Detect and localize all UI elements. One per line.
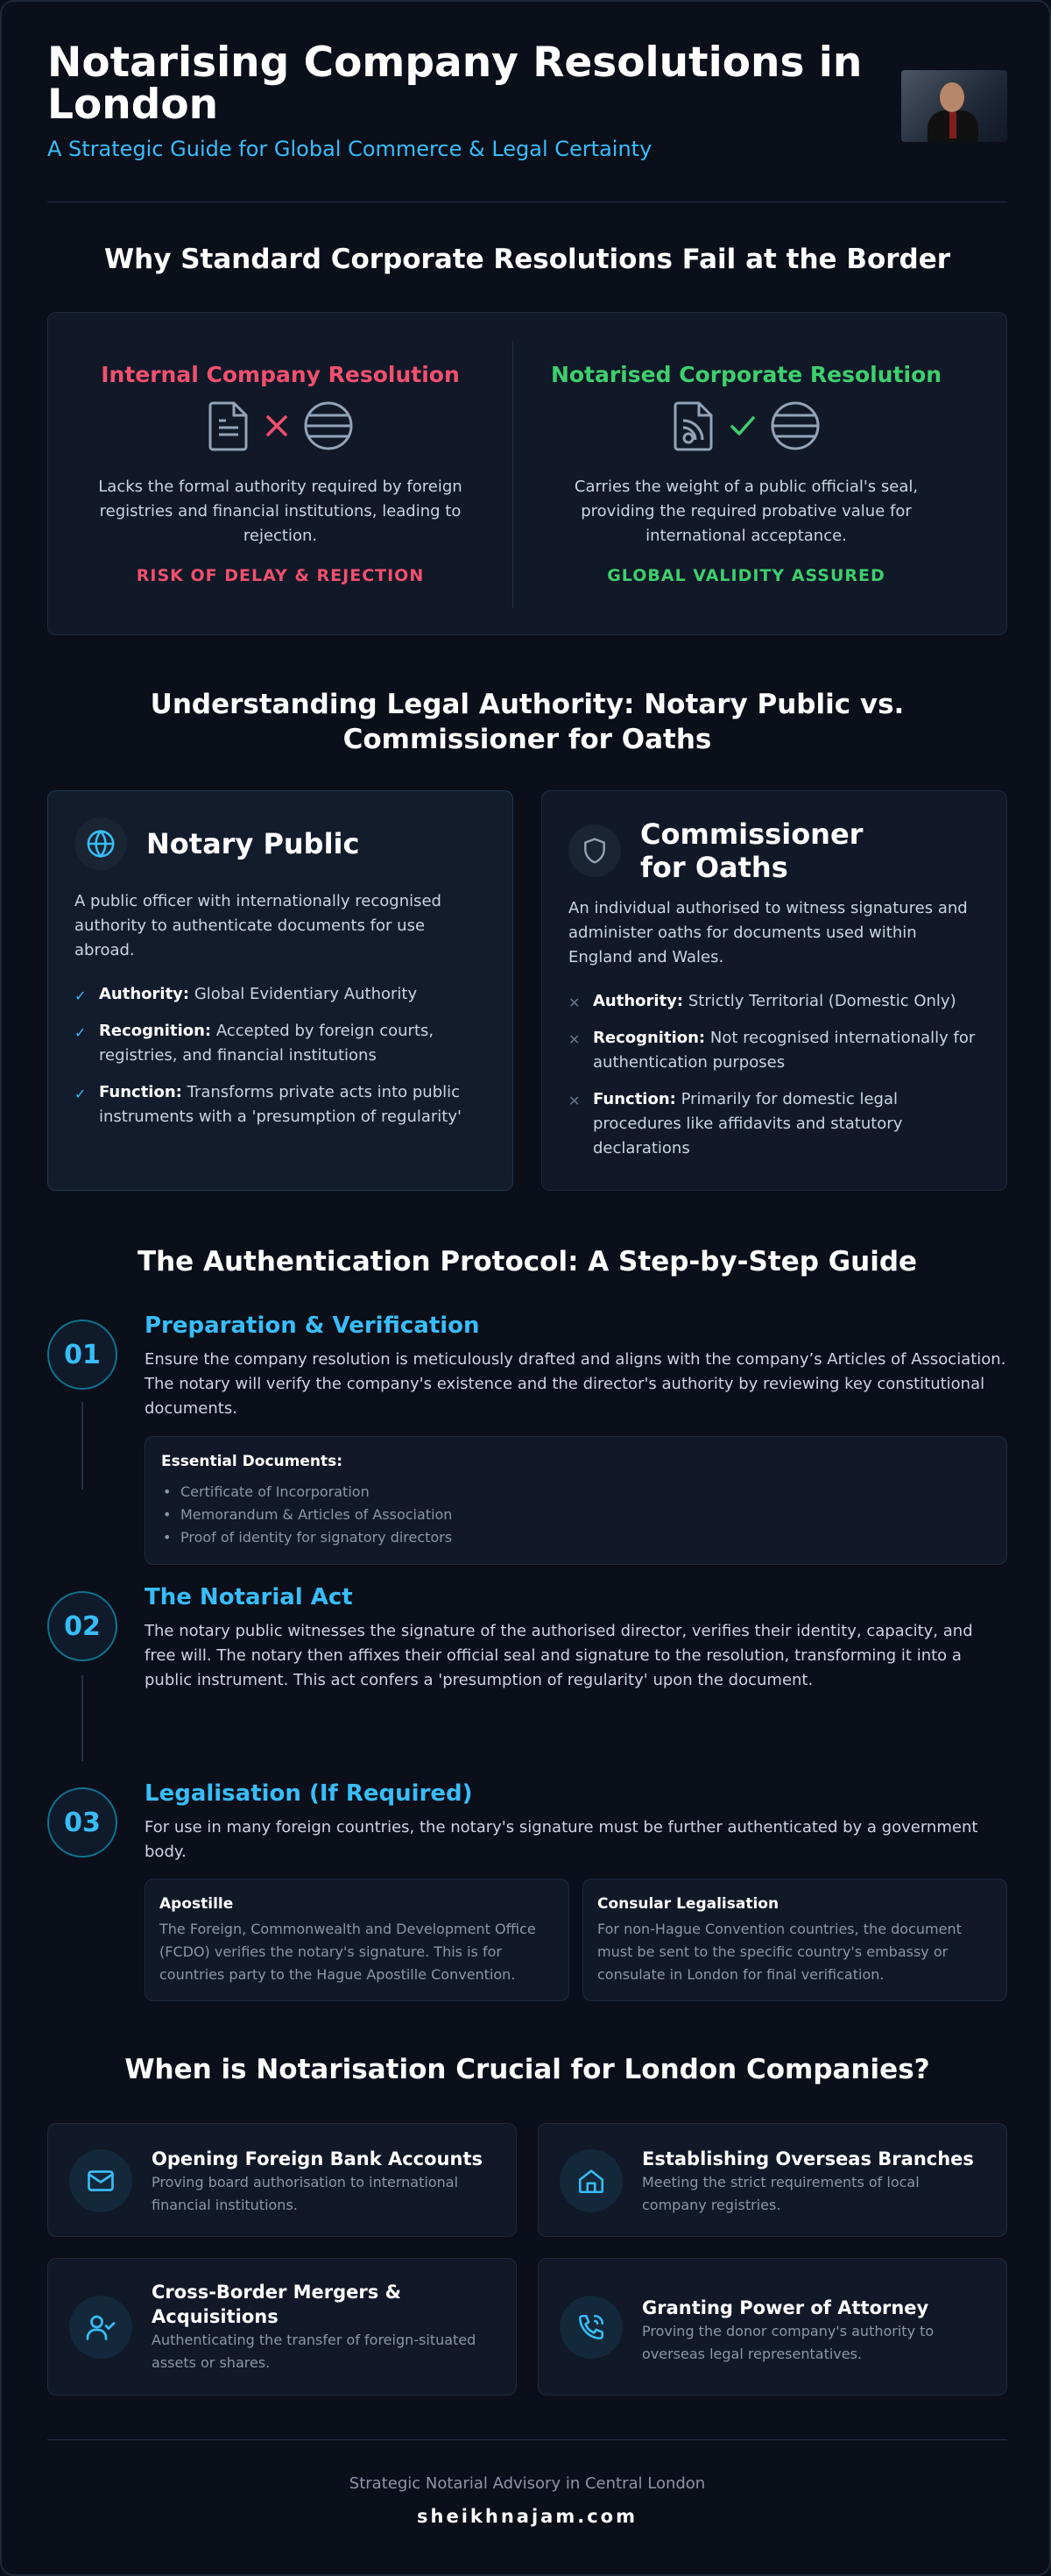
internal-resolution-icons xyxy=(48,400,512,456)
step-number: 01 xyxy=(47,1320,117,1390)
commissioner-card xyxy=(541,790,1007,1191)
list-item: • Memorandum & Articles of Association xyxy=(161,1504,991,1526)
author-photo xyxy=(901,70,1007,142)
footer-divider xyxy=(47,2439,1007,2440)
validity-tag: GLOBAL VALIDITY ASSURED xyxy=(607,566,885,585)
section-heading-uses: When is Notarisation Crucial for London Companies? xyxy=(124,2054,930,2085)
notary-public-title: Notary Public xyxy=(146,827,360,860)
use-case-description: Authenticating the transfer of foreign-situated assets or shares. xyxy=(152,2332,476,2371)
apostille-description: The Foreign, Commonwealth and Development Office (FCDO) verifies the notary's signature. This is for countries party to the Hague Apostille Convention. xyxy=(159,1921,536,1983)
cross-icon: ✕ xyxy=(568,1031,581,1048)
list-item: ✓ Recognition: Accepted by foreign courts, registries, and financial institutions xyxy=(74,1022,434,1065)
use-case-description: Proving the donor company's authority to overseas legal representatives. xyxy=(642,2323,935,2362)
apostille-title: Apostille xyxy=(159,1895,234,1913)
check-icon xyxy=(729,413,757,442)
internal-resolution-description: Lacks the formal authority required by foreign registries and financial institutions, leading to rejection. xyxy=(98,478,462,545)
footer-website-link[interactable]: sheikhnajam.com xyxy=(417,2506,638,2527)
cross-icon: ✕ xyxy=(568,1093,581,1109)
notarised-resolution-description: Carries the weight of a public official's seal, providing the required probative value for international acceptance. xyxy=(574,478,919,545)
step-title: Preparation & Verification xyxy=(145,1313,480,1339)
list-item: • Certificate of Incorporation xyxy=(161,1481,991,1504)
consular-legalisation-description: For non-Hague Convention countries, the document must be sent to the specific country's embassy or consulate in London for final verification. xyxy=(597,1921,962,1983)
internal-resolution-column xyxy=(48,313,512,585)
avatar-tie-shape xyxy=(949,112,956,138)
page-header xyxy=(47,39,923,161)
phone-icon xyxy=(560,2296,623,2359)
step-connector xyxy=(81,1675,83,1761)
step-number: 03 xyxy=(47,1787,117,1858)
list-item: ✓ Function: Transforms private acts into public instruments with a 'presumption of regularity' xyxy=(74,1083,462,1126)
section-heading-authority: Understanding Legal Authority: Notary Public vs. Commissioner for Oaths xyxy=(150,689,905,755)
comparison-card xyxy=(47,312,1007,635)
check-icon: ✓ xyxy=(74,987,87,1004)
globe-icon xyxy=(769,400,822,456)
commissioner-header xyxy=(568,817,903,884)
signed-document-icon xyxy=(671,400,716,456)
use-case-card xyxy=(47,2258,517,2396)
list-item: ✓ Authority: Global Evidentiary Authority xyxy=(74,982,486,1007)
list-item: • Proof of identity for signatory directors xyxy=(161,1526,991,1549)
use-case-card xyxy=(538,2258,1007,2396)
consular-legalisation-box xyxy=(582,1879,1007,2001)
step-description: The notary public witnesses the signature of the authorised director, verifies their identity, capacity, and free will. The notary then affixes their official seal and signature to the resolution, transforming it into a public instrument. This act confers a 'presumption of regularity' upon the document. xyxy=(145,1622,973,1689)
essential-documents-list xyxy=(161,1481,991,1549)
use-case-description: Meeting the strict requirements of local company registries. xyxy=(642,2174,920,2213)
step-number: 02 xyxy=(47,1591,117,1661)
use-case-title: Opening Foreign Bank Accounts xyxy=(152,2148,483,2169)
commissioner-attributes xyxy=(568,989,980,1173)
essential-documents-title: Essential Documents: xyxy=(161,1453,343,1470)
home-icon xyxy=(560,2149,623,2212)
footer-tagline: Strategic Notarial Advisory in Central London xyxy=(349,2474,706,2493)
check-icon: ✓ xyxy=(74,1024,87,1041)
notarised-resolution-title: Notarised Corporate Resolution xyxy=(550,362,942,387)
consular-legalisation-title: Consular Legalisation xyxy=(597,1895,779,1913)
section-heading-border: Why Standard Corporate Resolutions Fail at the Border xyxy=(103,244,951,275)
use-case-title: Granting Power of Attorney xyxy=(642,2297,929,2318)
use-case-description: Proving board authorisation to international financial institutions. xyxy=(152,2174,459,2213)
check-icon: ✓ xyxy=(74,1086,87,1102)
notary-public-description: A public officer with internationally recognised authority to authenticate documents for use abroad. xyxy=(74,892,441,959)
risk-tag: RISK OF DELAY & REJECTION xyxy=(136,566,425,585)
use-case-card xyxy=(47,2123,517,2237)
globe-icon xyxy=(74,817,127,870)
section-heading-protocol: The Authentication Protocol: A Step-by-Step Guide xyxy=(137,1246,918,1277)
user-check-icon xyxy=(69,2296,132,2359)
notarised-resolution-column xyxy=(514,313,978,585)
list-item: ✕ Recognition: Not recognised internationally for authentication purposes xyxy=(568,1029,976,1072)
use-case-title: Cross-Border Mergers & Acquisitions xyxy=(152,2282,401,2327)
essential-documents-box xyxy=(145,1436,1007,1565)
comparison-divider xyxy=(512,341,513,608)
step-title: Legalisation (If Required) xyxy=(145,1780,473,1807)
mail-icon xyxy=(69,2149,132,2212)
apostille-box xyxy=(145,1879,569,2001)
cross-icon: ✕ xyxy=(568,994,581,1011)
document-icon xyxy=(206,400,251,456)
list-item: ✕ Function: Primarily for domestic legal procedures like affidavits and statutory declarations xyxy=(568,1090,903,1157)
shield-icon xyxy=(568,824,621,877)
page-subtitle: A Strategic Guide for Global Commerce & Legal Certainty xyxy=(47,137,652,161)
notarised-resolution-icons xyxy=(514,400,978,456)
globe-icon xyxy=(302,400,355,456)
commissioner-title: Commissioner for Oaths xyxy=(640,817,864,884)
step-connector xyxy=(81,1402,83,1490)
notary-public-card xyxy=(47,790,513,1191)
internal-resolution-title: Internal Company Resolution xyxy=(101,362,460,387)
commissioner-description: An individual authorised to witness signatures and administer oaths for documents used within England and Wales. xyxy=(568,899,968,966)
step-title: The Notarial Act xyxy=(145,1584,353,1610)
avatar-head-shape xyxy=(940,82,964,112)
cross-icon xyxy=(264,413,290,442)
use-case-card xyxy=(538,2123,1007,2237)
use-case-title: Establishing Overseas Branches xyxy=(642,2148,974,2169)
notary-public-header xyxy=(74,817,359,870)
step-description: Ensure the company resolution is meticulously drafted and aligns with the company’s Articles of Association. The notary will verify the company's existence and the director's authority by reviewing key constitutional documents. xyxy=(145,1350,1006,1418)
page-title: Notarising Company Resolutions in London xyxy=(47,39,863,129)
notary-public-attributes xyxy=(74,982,486,1142)
list-item: ✕ Authority: Strictly Territorial (Domestic Only) xyxy=(568,989,980,1014)
step-description: For use in many foreign countries, the notary's signature must be further authenticated by a government body. xyxy=(145,1818,978,1861)
